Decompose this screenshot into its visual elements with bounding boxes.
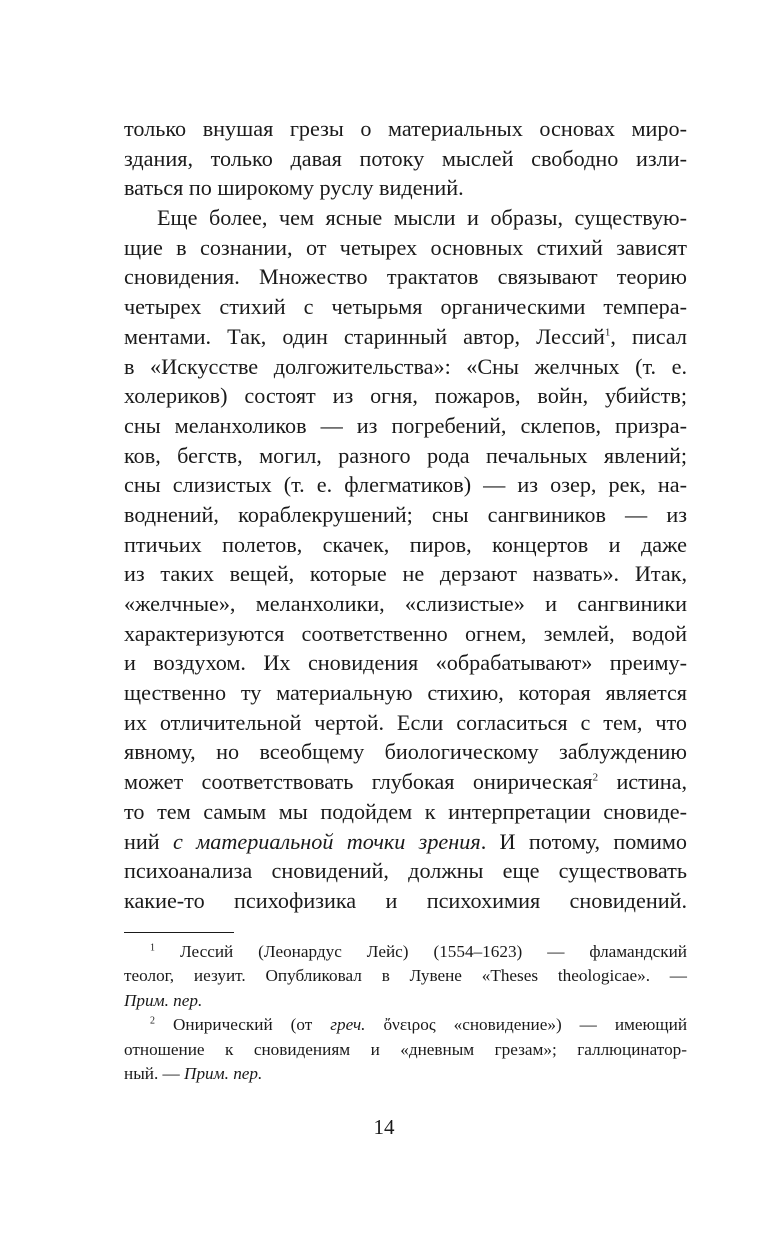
text-line: сны меланхоликов — из погребений, склепов, призра-: [124, 412, 687, 438]
footnotes: [124, 940, 687, 1086]
text-span: , писал: [610, 323, 687, 349]
text-line: и воздухом. Их сновидения «обрабатывают» преиму-: [124, 650, 687, 676]
text-line: «желчные», меланхолики, «слизистые» и сангвиники: [124, 591, 687, 616]
italic-span: с материальной точки зрения: [172, 828, 481, 854]
text-line: явному, но всеобщему биологическому заблуждению: [124, 739, 687, 765]
text-line: психоанализа сновидений, должны еще существовать: [124, 858, 687, 884]
italic-span: Прим. пер.: [124, 990, 203, 1010]
text-span: Онирический (от: [173, 1015, 331, 1035]
footnote-divider: [124, 932, 234, 933]
text-span: может соответствовать глубокая онирическая: [124, 769, 593, 795]
footnote-mark: 2: [150, 1015, 155, 1027]
footnote-line: теолог, иезуит. Опубликовал в Лувене «Theses theologicae». —: [124, 966, 687, 986]
text-line: щие в сознании, от четырех основных стихий зависят: [124, 234, 687, 260]
text-line: сны слизистых (т. е. флегматиков) — из озер, рек, на-: [124, 472, 687, 498]
text-line: [124, 322, 687, 352]
text-line: Еще более, чем ясные мысли и образы, существую-: [157, 205, 687, 231]
text-span: ний: [124, 828, 160, 854]
text-span: ὄνειρος «сновидение») — имеющий: [365, 1015, 688, 1035]
text-span: ный. —: [124, 1063, 185, 1083]
text-line: птичьих полетов, скачек, пиров, концертов и даже: [124, 531, 687, 557]
text-line: характеризуются соответственно огнем, землей, водой: [124, 620, 687, 646]
text-line: какие-то психофизика и психохимия сновидений.: [124, 887, 687, 913]
text-span: Лессий (Леонардус Лейс) (1554–1623) — фламандский: [179, 942, 687, 961]
footnote-line: [124, 1013, 687, 1037]
text-line: то тем самым мы подойдем к интерпретации сновиде-: [124, 798, 687, 824]
text-line: холериков) состоят из огня, пожаров, войн, убийств;: [124, 383, 687, 409]
text-line: здания, только давая потоку мыслей свободно изли-: [124, 145, 687, 171]
italic-span: Прим. пер.: [184, 1063, 263, 1083]
page-number: 14: [373, 1115, 395, 1139]
text-line: щественно ту материальную стихию, которая является: [124, 680, 687, 706]
text-span: ментами. Так, один старинный автор, Лессий: [124, 323, 605, 349]
text-line: [124, 767, 687, 797]
text-line: четырех стихий с четырьмя органическими темпера-: [124, 294, 687, 320]
footnote-mark: 1: [150, 942, 155, 954]
text-line: ваться по широкому руслу видений.: [124, 175, 464, 201]
footnote-line: [124, 940, 687, 964]
footnote-line: отношение к сновидениям и «дневным грезам»; галлюцинатор-: [124, 1039, 687, 1059]
text-span: истина,: [598, 769, 687, 795]
footnote-ref: 1: [604, 326, 611, 339]
footnote-line: [124, 1062, 687, 1086]
text-line: из таких вещей, которые не дерзают назвать». Итак,: [124, 561, 687, 587]
footnote-line: [124, 989, 687, 1013]
italic-span: греч.: [330, 1015, 366, 1035]
footnote-ref: 2: [592, 771, 599, 784]
text-line: их отличительной чертой. Если согласиться с тем, что: [124, 709, 687, 735]
text-span: . И потому, помимо: [480, 828, 687, 854]
text-line: воднений, кораблекрушений; сны сангвиников — из: [124, 501, 687, 527]
text-line: в «Искусстве долгожительства»: «Сны желчных (т. е.: [124, 353, 687, 379]
text-line: только внушая грезы о материальных основах миро-: [124, 116, 687, 141]
text-line: сновидения. Множество трактатов связывают теорию: [124, 264, 687, 290]
text-line: ков, бегств, могил, разного рода печальных явлений;: [124, 442, 687, 468]
main-text: [124, 114, 687, 916]
text-line: [124, 827, 687, 857]
